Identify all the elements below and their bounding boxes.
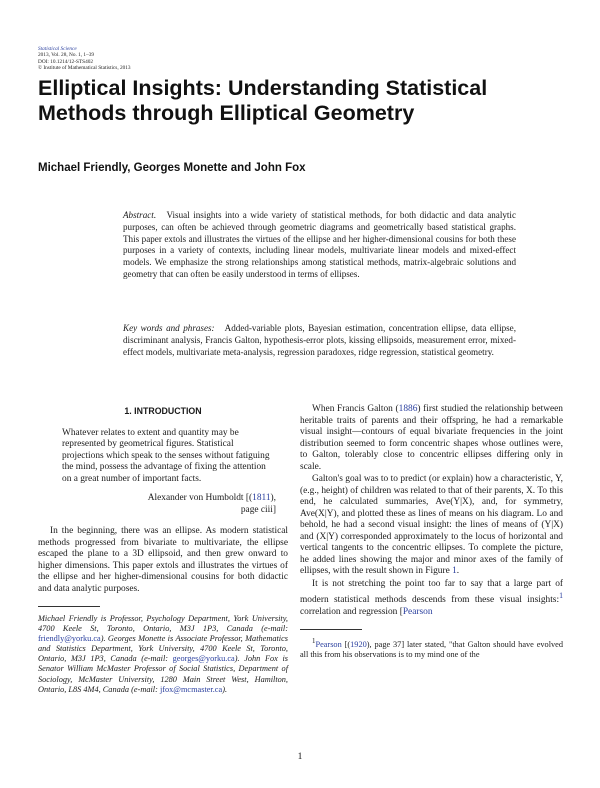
affil-monette: ). Georges Monette is Associate Professor, Mathematics and Statistics Department, York University, 4700 Keele St, Toronto, Ontario, M3J 1P3, Canada ( — [38, 634, 288, 664]
author-list: Michael Friendly, Georges Monette and John Fox — [38, 162, 306, 174]
paper-title: Elliptical Insights: Understanding Statistical Methods through Elliptical Geometry — [38, 76, 488, 125]
affil-email-label-1: e-mail: — [264, 624, 288, 634]
affil-email-label-2: e-mail: — [144, 654, 173, 664]
footnote-1-marker[interactable]: 1 — [559, 591, 563, 600]
para4-text: It is not stretching the point too far to say that a large part of modern statistical methods descends from these visual insights: — [300, 578, 563, 606]
epigraph-quote: Whatever relates to extent and quantity may be represented by geometrical figures. Statistical projections which speak to the senses without fatiguing the mind, possess the advantage of fixing the attention on a great number of important facts. — [62, 427, 270, 484]
affil-friendly: Michael Friendly is Professor, Psychology Department, York University, 4700 Keele St, Toronto, Ontario, M3J 1P3, Canada ( — [38, 614, 288, 634]
citation-link-1920[interactable]: 1920 — [350, 639, 367, 649]
keywords — [123, 323, 516, 358]
page-number: 1 — [297, 752, 303, 762]
affil-end: ). — [222, 684, 228, 694]
journal-meta — [38, 46, 131, 72]
para2-rest: ) first studied the relationship between heritable traits of parents and their offspring, he had a remarkable visual insight—contours of equal bivariate frequencies in the joint distribution seemed to form concentric shapes whose outlines were, to Galton, tolerably close to concentric ellipses differing only in scale. — [300, 404, 563, 472]
footnote-1 — [300, 637, 563, 660]
volume-line: 2013, Vol. 28, No. 1, 1–39 — [38, 52, 95, 59]
keywords-label: Key words and phrases: — [123, 323, 215, 333]
para3-text: Galton's goal was to to predict (or explain) how a characteristic, Y, (e.g., height) of children was related to that of their parents, X. To this end, he calculated summaries, Ave(Y|X), and, for symmetry, Ave(X|Y), and plotted these as lines of means on his diagram. Lo and behold, he had a second visual insight: the lines of means of (Y|X) and (X|Y) corresponded approximately to the locus of horizontal and vertical tangents to the concentric ellipses. To complete the picture, he added lines showing the major and minor axes of the family of ellipses, with the result shown in Figure — [300, 474, 563, 576]
epigraph-attribution — [38, 493, 276, 516]
attribution-page: page ciii] — [240, 504, 276, 515]
doi-line: DOI: 10.1214/12-STS402 — [38, 58, 94, 65]
section-heading: 1. INTRODUCTION — [124, 406, 202, 416]
copyright-line: © Institute of Mathematical Statistics, 2013 — [38, 65, 131, 72]
email-link-friendly[interactable]: friendly@yorku.ca — [38, 634, 101, 644]
affil-fox: ). John Fox is Senator William McMaster Professor of Social Statistics, Department of Sociology, McMaster University, 1280 Main Street West, Hamilton, Ontario, L8S 4M4, Canada ( — [38, 654, 288, 694]
citation-link-pearson[interactable]: Pearson — [402, 606, 433, 617]
right-column — [300, 404, 563, 660]
citation-link-1886[interactable]: 1886 — [398, 404, 418, 414]
email-link-fox[interactable]: jfox@mcmaster.ca — [159, 684, 223, 694]
footnote-rule — [38, 606, 100, 607]
para4-rest: correlation and regression [ — [300, 606, 403, 617]
footnote-rule-right — [300, 629, 362, 630]
footnote-open: [( — [341, 639, 351, 649]
intro-paragraph-4 — [300, 579, 563, 619]
citation-link-1811[interactable]: 1811 — [252, 493, 271, 503]
figure-1-link[interactable]: 1 — [452, 566, 457, 576]
keywords-text: Added-variable plots, Bayesian estimation, concentration ellipse, data ellipse, discriminant analysis, Francis Galton, hypothesis-error plots, kissing ellipsoids, measurement error, mixed-effect models, multivariate meta-analysis, regression paradoxes, ridge regression, statistical geometry. — [123, 323, 516, 357]
footnote-text: ), page 37] later stated, "that Galton should have evolved all this from his observations is to my mind one of the — [300, 639, 563, 659]
intro-paragraph-1: In the beginning, there was an ellipse. As modern statistical methods progressed from bivariate to multivariate, the ellipse escaped the plane to a 3D ellipsoid, and then grew onward to higher dimensions. This paper extols and illustrates the virtues of the ellipse and her higher-dimensional cousins for both didactic and data analytic purposes. — [38, 526, 288, 594]
intro-paragraph-3 — [300, 474, 563, 578]
email-link-monette[interactable]: georges@yorku.ca — [172, 654, 235, 664]
journal-name: Statistical Science — [38, 46, 77, 52]
abstract-label: Abstract. — [123, 210, 157, 220]
attribution-close: ), — [270, 493, 276, 503]
intro-paragraph-2 — [300, 404, 563, 473]
footnote-1-number: 1 — [312, 638, 316, 646]
abstract — [123, 210, 516, 281]
abstract-text: Visual insights into a wide variety of statistical methods, for both didactic and data analytic purposes, can often be achieved through geometric diagrams and geometrically based statistical graphs. This paper extols and illustrates the virtues of the ellipse and her higher-dimensional cousins for both these purposes in a variety of contexts, including linear models, multivariate linear models and mixed-effect models. We emphasize the strong relationships among statistical methods, matrix-algebraic solutions and geometry that can often be easily understood in terms of ellipses. — [123, 210, 516, 279]
affil-email-label-3: e-mail: — [133, 684, 160, 694]
affiliation-footnote — [38, 614, 288, 695]
left-column — [38, 404, 288, 695]
footnote-pearson-link[interactable]: Pearson — [315, 639, 342, 649]
para2-start: When Francis Galton ( — [312, 404, 399, 414]
attribution-author: Alexander von Humboldt [( — [147, 493, 253, 503]
para3-end: . — [456, 566, 460, 576]
